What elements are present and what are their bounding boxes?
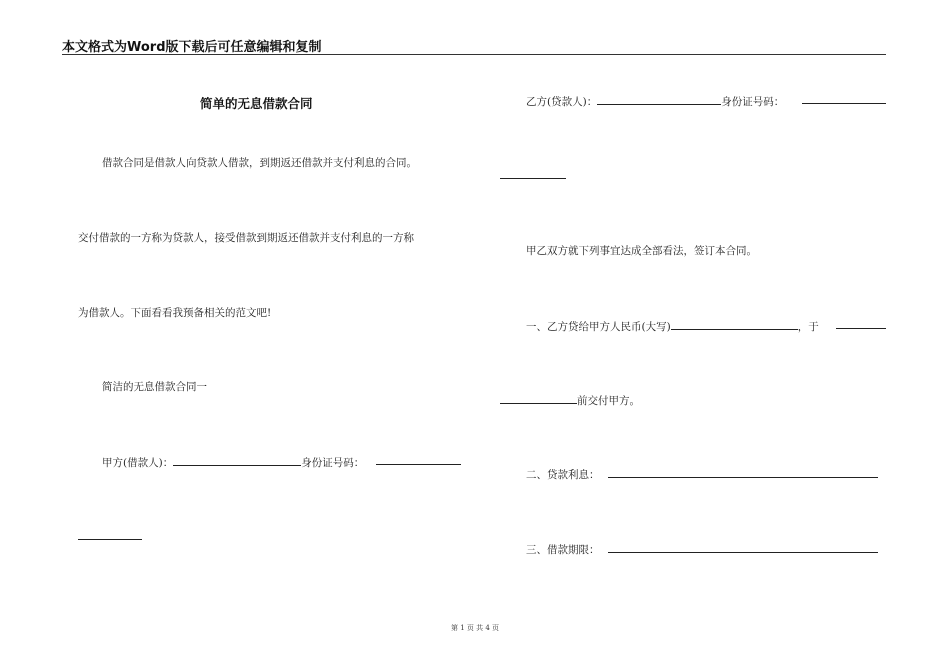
party-a-line <box>102 454 364 470</box>
section-subtitle: 简洁的无息借款合同一 <box>102 381 207 393</box>
party-b-line <box>526 93 784 109</box>
document-header <box>62 36 886 55</box>
party-b-label: 乙方(贷款人)： <box>526 96 598 108</box>
page-footer: 第 1 页 共 4 页 <box>450 624 500 632</box>
paragraph-definition-line1: 交付借款的一方称为贷款人，接受借款到期返还借款并支付利息的一方称 <box>78 232 414 244</box>
party-a-id-blank-continued[interactable] <box>78 539 142 540</box>
party-b-id-blank-continued[interactable] <box>500 178 566 179</box>
agreement-statement: 甲乙双方就下列事宜达成全部看法，签订本合同。 <box>526 245 757 257</box>
party-a-label: 甲方(借款人)： <box>102 457 174 469</box>
clause-2-line <box>526 467 600 482</box>
clause-1-date-blank-continued[interactable] <box>500 392 577 404</box>
party-a-name-blank[interactable] <box>173 454 301 466</box>
clause-1-amount-blank[interactable] <box>671 318 798 330</box>
paragraph-definition-line2: 为借款人。下面看看我预备相关的范文吧! <box>78 307 272 319</box>
clause-2-label: 二、贷款利息： <box>526 469 600 481</box>
clause-3-term-blank[interactable] <box>608 552 878 553</box>
clause-1-prefix: 一、乙方贷给甲方人民币(大写) <box>526 321 671 333</box>
paragraph-intro: 借款合同是借款人向贷款人借款，到期返还借款并支付利息的合同。 <box>102 157 417 169</box>
clause-3-line <box>526 542 600 557</box>
party-b-id-blank[interactable] <box>802 103 886 104</box>
clause-1-mid: ，于 <box>797 321 819 333</box>
clause-1-line <box>526 318 819 334</box>
clause-1-date-blank[interactable] <box>836 328 886 329</box>
clause-1-continued <box>500 392 640 408</box>
party-a-id-label: 身份证号码： <box>301 457 365 469</box>
party-b-id-label: 身份证号码： <box>721 96 785 108</box>
clause-1-end: 前交付甲方。 <box>577 395 640 407</box>
document-title: 简单的无息借款合同 <box>200 96 313 111</box>
party-a-id-blank[interactable] <box>376 464 461 465</box>
clause-3-label: 三、借款期限： <box>526 544 600 556</box>
party-b-name-blank[interactable] <box>597 93 721 105</box>
header-text: 本文格式为Word版下载后可任意编辑和复制 <box>62 40 322 55</box>
clause-2-interest-blank[interactable] <box>608 477 878 478</box>
